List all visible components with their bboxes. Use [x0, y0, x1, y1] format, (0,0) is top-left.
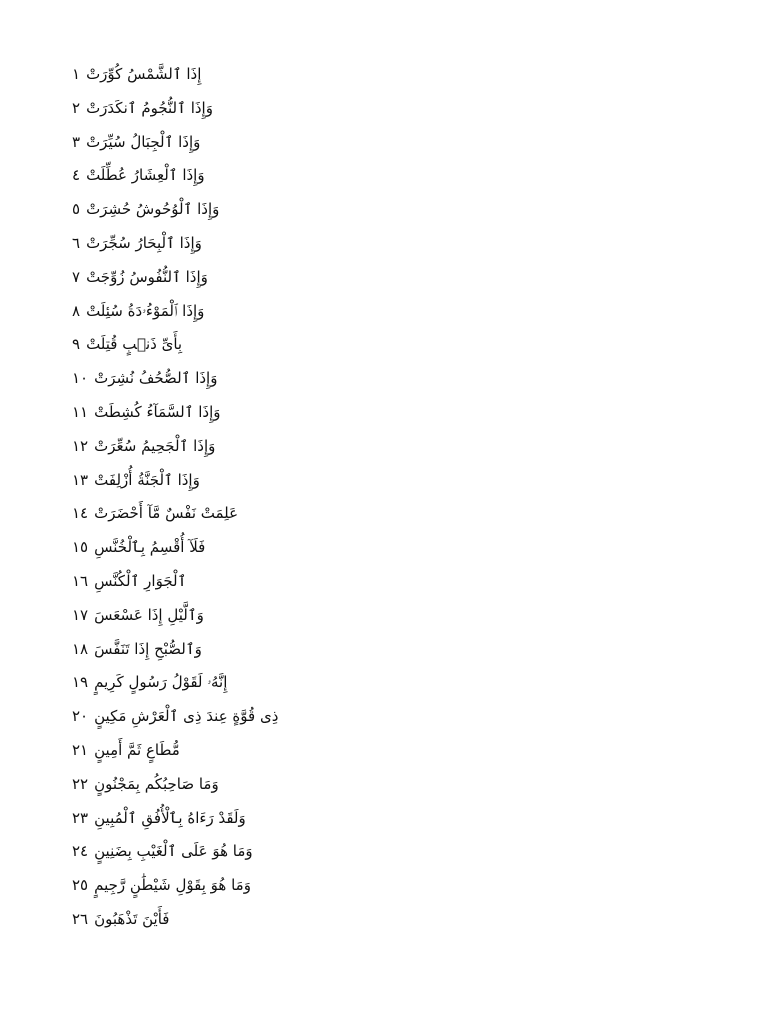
verse-line — [72, 835, 253, 869]
verse-line — [72, 227, 202, 261]
verse-number: ٢٤ — [72, 842, 89, 861]
verse-number: ٢٠ — [72, 707, 89, 726]
verse-number: ٢٣ — [72, 808, 89, 827]
verse-text: ذِى قُوَّةٍ عِندَ ذِى ٱلْعَرْشِ مَكِينٍ — [94, 707, 279, 726]
verse-number: ٧ — [72, 267, 81, 286]
verse-line — [72, 666, 227, 700]
verse-line — [72, 362, 217, 396]
verse-number: ١٩ — [72, 673, 89, 692]
verse-text: وَإِذَا ٱلْمَوْءُۥدَةُ سُئِلَتْ — [86, 301, 205, 320]
verse-line — [72, 58, 201, 92]
verse-text: وَإِذَا ٱلسَّمَآءُ كُشِطَتْ — [94, 402, 221, 421]
verse-number: ١ — [72, 65, 81, 83]
verse-line — [72, 903, 169, 937]
verse-line — [72, 396, 221, 430]
verse-line — [72, 430, 215, 464]
verse-text: وَإِذَا ٱلنُّفُوسُ زُوِّجَتْ — [86, 267, 208, 286]
verse-number: ٨ — [72, 301, 81, 320]
verse-text: إِنَّهُۥ لَقَوْلُ رَسُولٍ كَرِيمٍ — [94, 673, 228, 692]
verse-text: وَإِذَا ٱلْعِشَارُ عُطِّلَتْ — [86, 166, 205, 185]
verse-line — [72, 126, 200, 160]
verse-line — [72, 633, 202, 667]
verse-line — [72, 768, 219, 802]
verse-line — [72, 159, 205, 193]
verse-line — [72, 497, 238, 531]
verse-number: ١٧ — [72, 605, 89, 624]
verse-number: ١٢ — [72, 436, 89, 455]
verse-text: وَإِذَا ٱلنُّجُومُ ٱنكَدَرَتْ — [86, 98, 213, 117]
verse-number: ٣ — [72, 132, 81, 151]
verse-text: ٱلْجَوَارِ ٱلْكُنَّسِ — [94, 571, 187, 590]
verse-line — [72, 599, 204, 633]
verse-text: وَمَا صَاحِبُكُم بِمَجْنُونٍ — [94, 774, 219, 793]
verse-text: فَأَيْنَ تَذْهَبُونَ — [94, 909, 170, 928]
verse-line — [72, 261, 208, 295]
verse-line — [72, 734, 180, 768]
verse-line — [72, 328, 182, 362]
verse-list — [72, 58, 672, 937]
verse-text: وَإِذَا ٱلْجَحِيمُ سُعِّرَتْ — [94, 436, 216, 455]
verse-text: وَإِذَا ٱلْوُحُوشُ حُشِرَتْ — [86, 200, 220, 219]
verse-line — [72, 464, 200, 498]
verse-line — [72, 700, 278, 734]
verse-line — [72, 92, 213, 126]
verse-text: بِأَىِّ ذَنۢبٍ قُتِلَتْ — [86, 335, 183, 354]
verse-text: وَإِذَا ٱلْجَنَّةُ أُزْلِفَتْ — [94, 470, 200, 489]
verse-text: وَمَا هُوَ عَلَى ٱلْغَيْبِ بِضَنِينٍ — [94, 842, 253, 861]
verse-line — [72, 802, 246, 836]
verse-text: وَإِذَا ٱلْبِحَارُ سُجِّرَتْ — [86, 233, 202, 252]
verse-number: ١٨ — [72, 639, 89, 658]
verse-line — [72, 295, 204, 329]
verse-number: ١٤ — [72, 504, 89, 523]
verse-number: ٥ — [72, 200, 81, 219]
verse-text: وَإِذَا ٱلصُّحُفُ نُشِرَتْ — [94, 369, 218, 388]
verse-text: إِذَا ٱلشَّمْسُ كُوِّرَتْ — [86, 65, 202, 83]
verse-number: ٦ — [72, 233, 81, 252]
verse-text: وَٱلصُّبْحِ إِذَا تَنَفَّسَ — [94, 639, 202, 658]
verse-line — [72, 869, 251, 903]
verse-line — [72, 193, 219, 227]
verse-number: ٢ — [72, 98, 81, 117]
verse-number: ٢٦ — [72, 909, 89, 928]
verse-number: ٢٥ — [72, 876, 89, 895]
verse-number: ١٥ — [72, 538, 89, 557]
verse-line — [72, 565, 186, 599]
verse-text: وَمَا هُوَ بِقَوْلِ شَيْطَٰنٍ رَّجِيمٍ — [94, 876, 251, 895]
verse-number: ١٠ — [72, 369, 89, 388]
verse-text: وَإِذَا ٱلْجِبَالُ سُيِّرَتْ — [86, 132, 201, 151]
verse-text: مُّطَاعٍ ثَمَّ أَمِينٍ — [94, 740, 180, 759]
verse-number: ٢١ — [72, 740, 89, 759]
verse-text: وَلَقَدْ رَءَاهُ بِٱلْأُفُقِ ٱلْمُبِينِ — [94, 808, 246, 827]
verse-line — [72, 531, 205, 565]
verse-text: فَلَآ أُقْسِمُ بِٱلْخُنَّسِ — [94, 538, 206, 557]
verse-number: ٢٢ — [72, 774, 89, 793]
verse-number: ١١ — [72, 402, 89, 421]
verse-text: عَلِمَتْ نَفْسٌ مَّآ أَحْضَرَتْ — [94, 504, 239, 523]
verse-number: ١٣ — [72, 470, 89, 489]
verse-number: ٤ — [72, 166, 81, 185]
verse-number: ١٦ — [72, 571, 89, 590]
verse-number: ٩ — [72, 335, 81, 354]
verse-text: وَٱلَّيْلِ إِذَا عَسْعَسَ — [94, 605, 204, 624]
